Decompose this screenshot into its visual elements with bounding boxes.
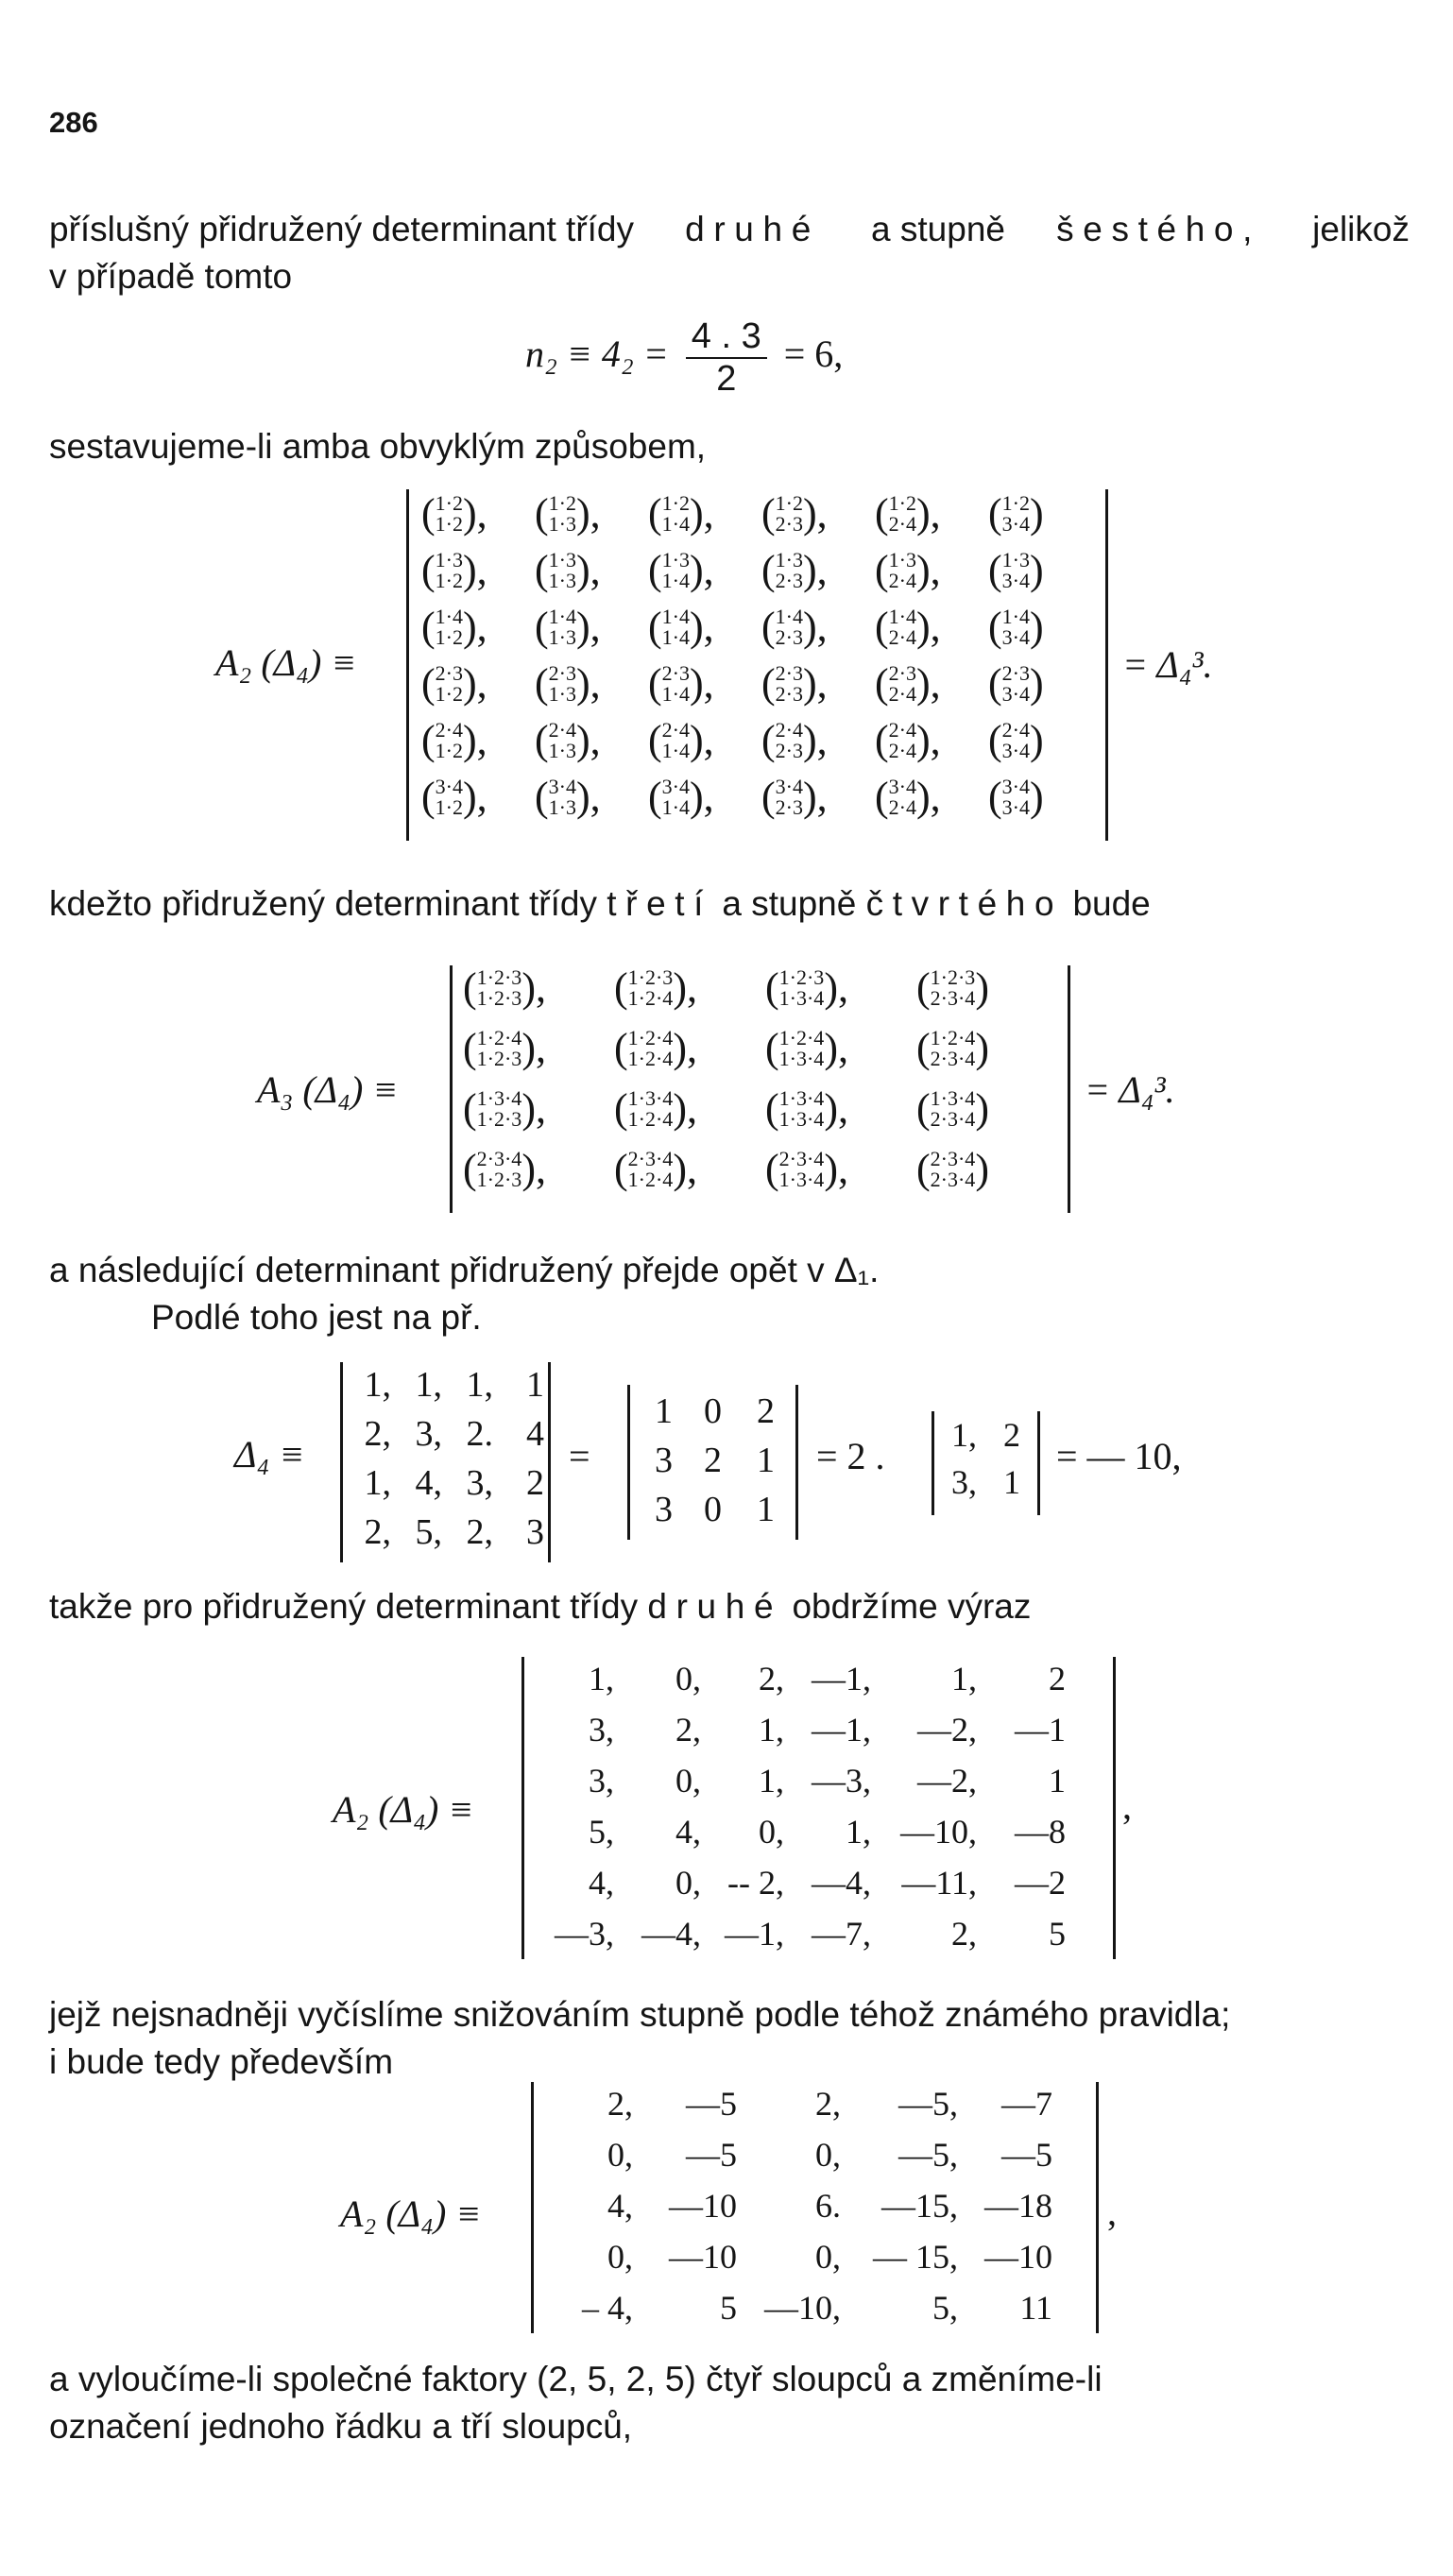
m2-lhs: A₃ (Δ₄) ≡ xyxy=(257,1068,399,1111)
m1-symbol: ( 2·3 1·4 ), xyxy=(648,660,714,707)
eq4-d4-cell: 2 xyxy=(526,1463,544,1503)
eq4-equals-b: = 2 . xyxy=(816,1435,885,1477)
m4-left-bar xyxy=(531,2082,534,2333)
m1-symbol: ( 1·2 2·3 ), xyxy=(761,490,828,537)
eq4-d4-cell: 2, xyxy=(364,1512,391,1552)
m3-cell: 1, xyxy=(951,1660,977,1697)
eq4-d3-right-bar xyxy=(795,1385,798,1540)
m4-cell: 11 xyxy=(1019,2289,1052,2327)
m1-symbol: ( 1·4 2·4 ), xyxy=(875,604,941,650)
m3-cell: —1, xyxy=(812,1660,871,1697)
m3-cell: —1, xyxy=(812,1711,871,1749)
eq4-d4-cell: 3, xyxy=(415,1414,442,1454)
m3-cell: —4, xyxy=(812,1864,871,1902)
m3-cell: —1, xyxy=(725,1915,784,1953)
paragraph-2: sestavujeme-li amba obvyklým způsobem, xyxy=(49,427,707,466)
eq4-d3-cell: 2 xyxy=(757,1391,775,1431)
p1-text-a: příslušný přidružený determinant třídy xyxy=(49,210,634,248)
m3-cell: —3, xyxy=(812,1762,871,1800)
m4-cell: —10, xyxy=(764,2289,841,2327)
eq4-d3-cell: 3 xyxy=(655,1490,673,1529)
m4-cell: 2, xyxy=(607,2085,633,2123)
eq4-d4-cell: 5, xyxy=(415,1512,442,1552)
m3-cell: 0, xyxy=(675,1864,701,1902)
paragraph-8 xyxy=(49,2356,1410,2450)
eq1-numerator: 4 . 3 xyxy=(686,316,767,359)
eq1-rhs: = 6, xyxy=(783,333,844,376)
m3-cell: 5, xyxy=(589,1813,614,1851)
m3-cell: —2 xyxy=(1015,1864,1066,1902)
m1-symbol: ( 1·3 1·3 ), xyxy=(535,547,601,593)
m3-cell: —4, xyxy=(641,1915,701,1953)
eq4-d4-cell: 4 xyxy=(526,1414,544,1454)
m3-cell: —7, xyxy=(812,1915,871,1953)
eq4-d2-right-bar xyxy=(1037,1411,1040,1515)
m1-symbol: ( 1·4 1·2 ), xyxy=(421,604,487,650)
m1-symbol: ( 1·3 3·4 ) xyxy=(988,547,1044,593)
eq4-d3-cell: 0 xyxy=(704,1490,722,1529)
m1-symbol: ( 3·4 3·4 ) xyxy=(988,774,1044,820)
m2-rhs: = Δ₄³. xyxy=(1085,1068,1175,1111)
m3-cell: 4, xyxy=(589,1864,614,1902)
m4-cell: 4, xyxy=(607,2187,633,2225)
m2-symbol: ( 2·3·4 1·2·3 ), xyxy=(463,1146,546,1192)
m4-cell: —10 xyxy=(669,2238,737,2276)
m3-left-bar xyxy=(521,1657,524,1959)
m1-symbol: ( 2·3 1·3 ), xyxy=(535,660,601,707)
eq4-d4-cell: 1 xyxy=(526,1365,544,1405)
eq4-d3-cell: 1 xyxy=(757,1441,775,1480)
p8-line-1: a vyloučíme-li společné faktory (2, 5, 2, 5) čtyř sloupců a změníme-li xyxy=(49,2360,1103,2398)
m2-left-bar xyxy=(450,965,453,1213)
m3-cell: 2, xyxy=(759,1660,784,1697)
eq4-d4-left-bar xyxy=(340,1362,343,1562)
eq4-d3-cell: 1 xyxy=(757,1490,775,1529)
m1-symbol: ( 3·4 1·2 ), xyxy=(421,774,487,820)
m2-symbol: ( 1·3·4 1·3·4 ), xyxy=(765,1085,848,1132)
p6-text-a: takže pro přidružený determinant třídy xyxy=(49,1587,639,1626)
m2-symbol: ( 1·2·3 1·2·4 ), xyxy=(614,964,697,1011)
m1-symbol: ( 1·2 3·4 ) xyxy=(988,490,1044,537)
m4-cell: 0, xyxy=(815,2238,841,2276)
equation-n2 xyxy=(525,316,843,400)
m3-rhs: , xyxy=(1122,1784,1132,1827)
eq4-rhs: = — 10, xyxy=(1056,1435,1182,1477)
m3-cell: -- 2, xyxy=(727,1864,784,1902)
eq4-d4-cell: 3, xyxy=(466,1463,493,1503)
eq4-d4-cell: 1, xyxy=(364,1463,391,1503)
m3-cell: —1 xyxy=(1015,1711,1066,1749)
m1-right-bar xyxy=(1105,489,1108,841)
m3-cell: 3, xyxy=(589,1762,614,1800)
m1-symbol: ( 1·3 1·2 ), xyxy=(421,547,487,593)
p1-line-2: v případě tomto xyxy=(49,257,293,296)
m2-symbol: ( 1·3·4 1·2·3 ), xyxy=(463,1085,546,1132)
p6-spaced-druhe: druhé xyxy=(647,1587,783,1626)
m3-cell: —2, xyxy=(917,1711,977,1749)
m3-cell: —11, xyxy=(901,1864,977,1902)
m2-symbol: ( 1·2·4 1·2·3 ), xyxy=(463,1025,546,1071)
m3-cell: 1, xyxy=(846,1813,871,1851)
paragraph-3 xyxy=(49,880,1410,928)
m1-symbol: ( 2·4 1·2 ), xyxy=(421,717,487,763)
m4-cell: 0, xyxy=(607,2238,633,2276)
m4-cell: —7 xyxy=(1001,2085,1052,2123)
m1-symbol: ( 2·4 3·4 ) xyxy=(988,717,1044,763)
m3-cell: —10, xyxy=(900,1813,977,1851)
p8-line-2: označení jednoho řádku a tří sloupců, xyxy=(49,2407,633,2446)
m4-cell: 5, xyxy=(932,2289,958,2327)
m1-symbol: ( 2·4 1·4 ), xyxy=(648,717,714,763)
m1-symbol: ( 2·3 2·4 ), xyxy=(875,660,941,707)
m2-symbol: ( 1·2·3 2·3·4 ) xyxy=(916,964,989,1011)
m4-right-bar xyxy=(1096,2082,1099,2333)
m1-symbol: ( 1·2 1·4 ), xyxy=(648,490,714,537)
m3-cell: 0, xyxy=(675,1762,701,1800)
m1-symbol: ( 1·2 2·4 ), xyxy=(875,490,941,537)
m4-cell: —15, xyxy=(881,2187,958,2225)
m1-symbol: ( 3·4 2·4 ), xyxy=(875,774,941,820)
p3-text-e: bude xyxy=(1072,884,1151,923)
m4-cell: —5 xyxy=(686,2085,737,2123)
eq4-d4-right-bar xyxy=(548,1362,551,1562)
m4-cell: —18 xyxy=(984,2187,1052,2225)
eq1-denominator: 2 xyxy=(716,359,737,399)
m2-symbol: ( 1·2·4 1·2·4 ), xyxy=(614,1025,697,1071)
m4-lhs: A₂ (Δ₄) ≡ xyxy=(340,2192,482,2235)
m2-symbol: ( 1·2·4 1·3·4 ), xyxy=(765,1025,848,1071)
paragraph-4: a následující determinant přidružený přejde opět v Δ₁. xyxy=(49,1251,880,1289)
p6-text-c: obdržíme výraz xyxy=(792,1587,1032,1626)
m4-cell: — 15, xyxy=(873,2238,958,2276)
p3-text-a: kdežto přidružený determinant třídy xyxy=(49,884,597,923)
eq4-d4-cell: 3 xyxy=(526,1512,544,1552)
m1-symbol: ( 2·3 1·2 ), xyxy=(421,660,487,707)
m1-lhs: A₂ (Δ₄) ≡ xyxy=(215,641,357,684)
m1-left-bar xyxy=(406,489,409,841)
eq4-d4-cell: 2, xyxy=(466,1512,493,1552)
m4-cell: 2, xyxy=(815,2085,841,2123)
m2-right-bar xyxy=(1068,965,1070,1213)
m1-symbol: ( 2·3 3·4 ) xyxy=(988,660,1044,707)
eq4-d3-cell: 0 xyxy=(704,1391,722,1431)
m1-symbol: ( 1·4 2·3 ), xyxy=(761,604,828,650)
eq4-d4-cell: 1, xyxy=(466,1365,493,1405)
m1-symbol: ( 1·2 1·3 ), xyxy=(535,490,601,537)
m3-cell: 1, xyxy=(759,1762,784,1800)
p1-spaced-sesteho: šestého, xyxy=(1056,210,1261,248)
m1-symbol: ( 2·3 2·3 ), xyxy=(761,660,828,707)
m2-symbol: ( 1·3·4 1·2·4 ), xyxy=(614,1085,697,1132)
m4-cell: —5, xyxy=(898,2085,958,2123)
m3-cell: 4, xyxy=(675,1813,701,1851)
m1-symbol: ( 1·4 1·4 ), xyxy=(648,604,714,650)
m3-cell: 2, xyxy=(951,1915,977,1953)
p7-line-1: jejž nejsnadněji vyčíslíme snižováním stupně podle téhož známého pravidla; xyxy=(49,1995,1231,2034)
paragraph-6 xyxy=(49,1583,1410,1630)
m4-cell: 0, xyxy=(607,2136,633,2174)
m3-cell: 0, xyxy=(675,1660,701,1697)
m3-cell: 0, xyxy=(759,1813,784,1851)
p1-spaced-druhe: druhé xyxy=(685,210,820,248)
eq1-lhs: n₂ ≡ 4₂ = xyxy=(525,333,669,376)
eq4-d2-cell: 1 xyxy=(1003,1463,1020,1501)
m1-symbol: ( 1·3 2·4 ), xyxy=(875,547,941,593)
eq4-d3-cell: 2 xyxy=(704,1441,722,1480)
p3-spaced-treti: třetí xyxy=(607,884,713,923)
paragraph-5: Podlé toho jest na př. xyxy=(151,1298,482,1337)
eq4-d4-cell: 1, xyxy=(364,1365,391,1405)
m1-symbol: ( 1·4 1·3 ), xyxy=(535,604,601,650)
eq1-fraction xyxy=(686,316,767,400)
m3-cell: 2, xyxy=(675,1711,701,1749)
m1-symbol: ( 2·4 1·3 ), xyxy=(535,717,601,763)
p7-line-2: i bude tedy především xyxy=(49,2042,394,2081)
m4-cell: – 4, xyxy=(582,2289,633,2327)
m3-cell: 1 xyxy=(1049,1762,1066,1800)
m2-symbol: ( 1·2·3 1·2·3 ), xyxy=(463,964,546,1011)
eq4-d4-cell: 2. xyxy=(466,1414,493,1454)
p3-spaced-ctvrteho: čtvrtého xyxy=(865,884,1064,923)
m1-rhs: = Δ₄³. xyxy=(1122,643,1213,686)
m3-cell: —2, xyxy=(917,1762,977,1800)
eq4-d3-left-bar xyxy=(627,1385,630,1540)
p3-text-c: a stupně xyxy=(722,884,857,923)
eq4-d3-cell: 3 xyxy=(655,1441,673,1480)
m3-cell: 1, xyxy=(589,1660,614,1697)
eq4-d4-cell: 1, xyxy=(415,1365,442,1405)
m1-symbol: ( 3·4 2·3 ), xyxy=(761,774,828,820)
m4-cell: —10 xyxy=(669,2187,737,2225)
m2-symbol: ( 2·3·4 1·2·4 ), xyxy=(614,1146,697,1192)
eq4-d2-cell: 3, xyxy=(951,1463,977,1501)
m1-symbol: ( 1·2 1·2 ), xyxy=(421,490,487,537)
m1-symbol: ( 2·4 2·3 ), xyxy=(761,717,828,763)
eq4-d2-cell: 2 xyxy=(1003,1416,1020,1454)
m3-cell: 3, xyxy=(589,1711,614,1749)
m4-cell: —10 xyxy=(984,2238,1052,2276)
m4-cell: —5, xyxy=(898,2136,958,2174)
eq4-equals-a: = xyxy=(569,1435,590,1477)
m3-cell: —3, xyxy=(555,1915,614,1953)
m3-lhs: A₂ (Δ₄) ≡ xyxy=(333,1788,474,1831)
m4-cell: 6. xyxy=(815,2187,841,2225)
m2-symbol: ( 1·3·4 2·3·4 ) xyxy=(916,1085,989,1132)
paragraph-1 xyxy=(49,206,1410,300)
m1-symbol: ( 1·3 2·3 ), xyxy=(761,547,828,593)
m2-symbol: ( 1·2·3 1·3·4 ), xyxy=(765,964,848,1011)
m3-cell: 5 xyxy=(1049,1915,1066,1953)
m1-symbol: ( 3·4 1·3 ), xyxy=(535,774,601,820)
m4-cell: —5 xyxy=(686,2136,737,2174)
p1-text-c: a stupně xyxy=(871,210,1005,248)
eq4-d4-cell: 4, xyxy=(415,1463,442,1503)
paragraph-7 xyxy=(49,1991,1410,2086)
m2-symbol: ( 1·2·4 2·3·4 ) xyxy=(916,1025,989,1071)
m3-right-bar xyxy=(1113,1657,1116,1959)
eq4-d4-cell: 2, xyxy=(364,1414,391,1454)
m1-symbol: ( 2·4 2·4 ), xyxy=(875,717,941,763)
m1-symbol: ( 1·3 1·4 ), xyxy=(648,547,714,593)
m4-cell: 5 xyxy=(720,2289,737,2327)
p1-text-e: jelikož xyxy=(1312,210,1410,248)
m4-cell: —5 xyxy=(1001,2136,1052,2174)
m3-cell: —8 xyxy=(1015,1813,1066,1851)
m1-symbol: ( 1·4 3·4 ) xyxy=(988,604,1044,650)
m2-symbol: ( 2·3·4 2·3·4 ) xyxy=(916,1146,989,1192)
page-number: 286 xyxy=(49,106,98,139)
eq4-d3-cell: 1 xyxy=(655,1391,673,1431)
eq4-d2-left-bar xyxy=(932,1411,934,1515)
m3-cell: 1, xyxy=(759,1711,784,1749)
m3-cell: 2 xyxy=(1049,1660,1066,1697)
eq4-lhs: Δ₄ ≡ xyxy=(234,1433,305,1476)
m2-symbol: ( 2·3·4 1·3·4 ), xyxy=(765,1146,848,1192)
m1-symbol: ( 3·4 1·4 ), xyxy=(648,774,714,820)
m4-cell: 0, xyxy=(815,2136,841,2174)
eq4-d2-cell: 1, xyxy=(951,1416,977,1454)
m4-rhs: , xyxy=(1107,2191,1117,2233)
